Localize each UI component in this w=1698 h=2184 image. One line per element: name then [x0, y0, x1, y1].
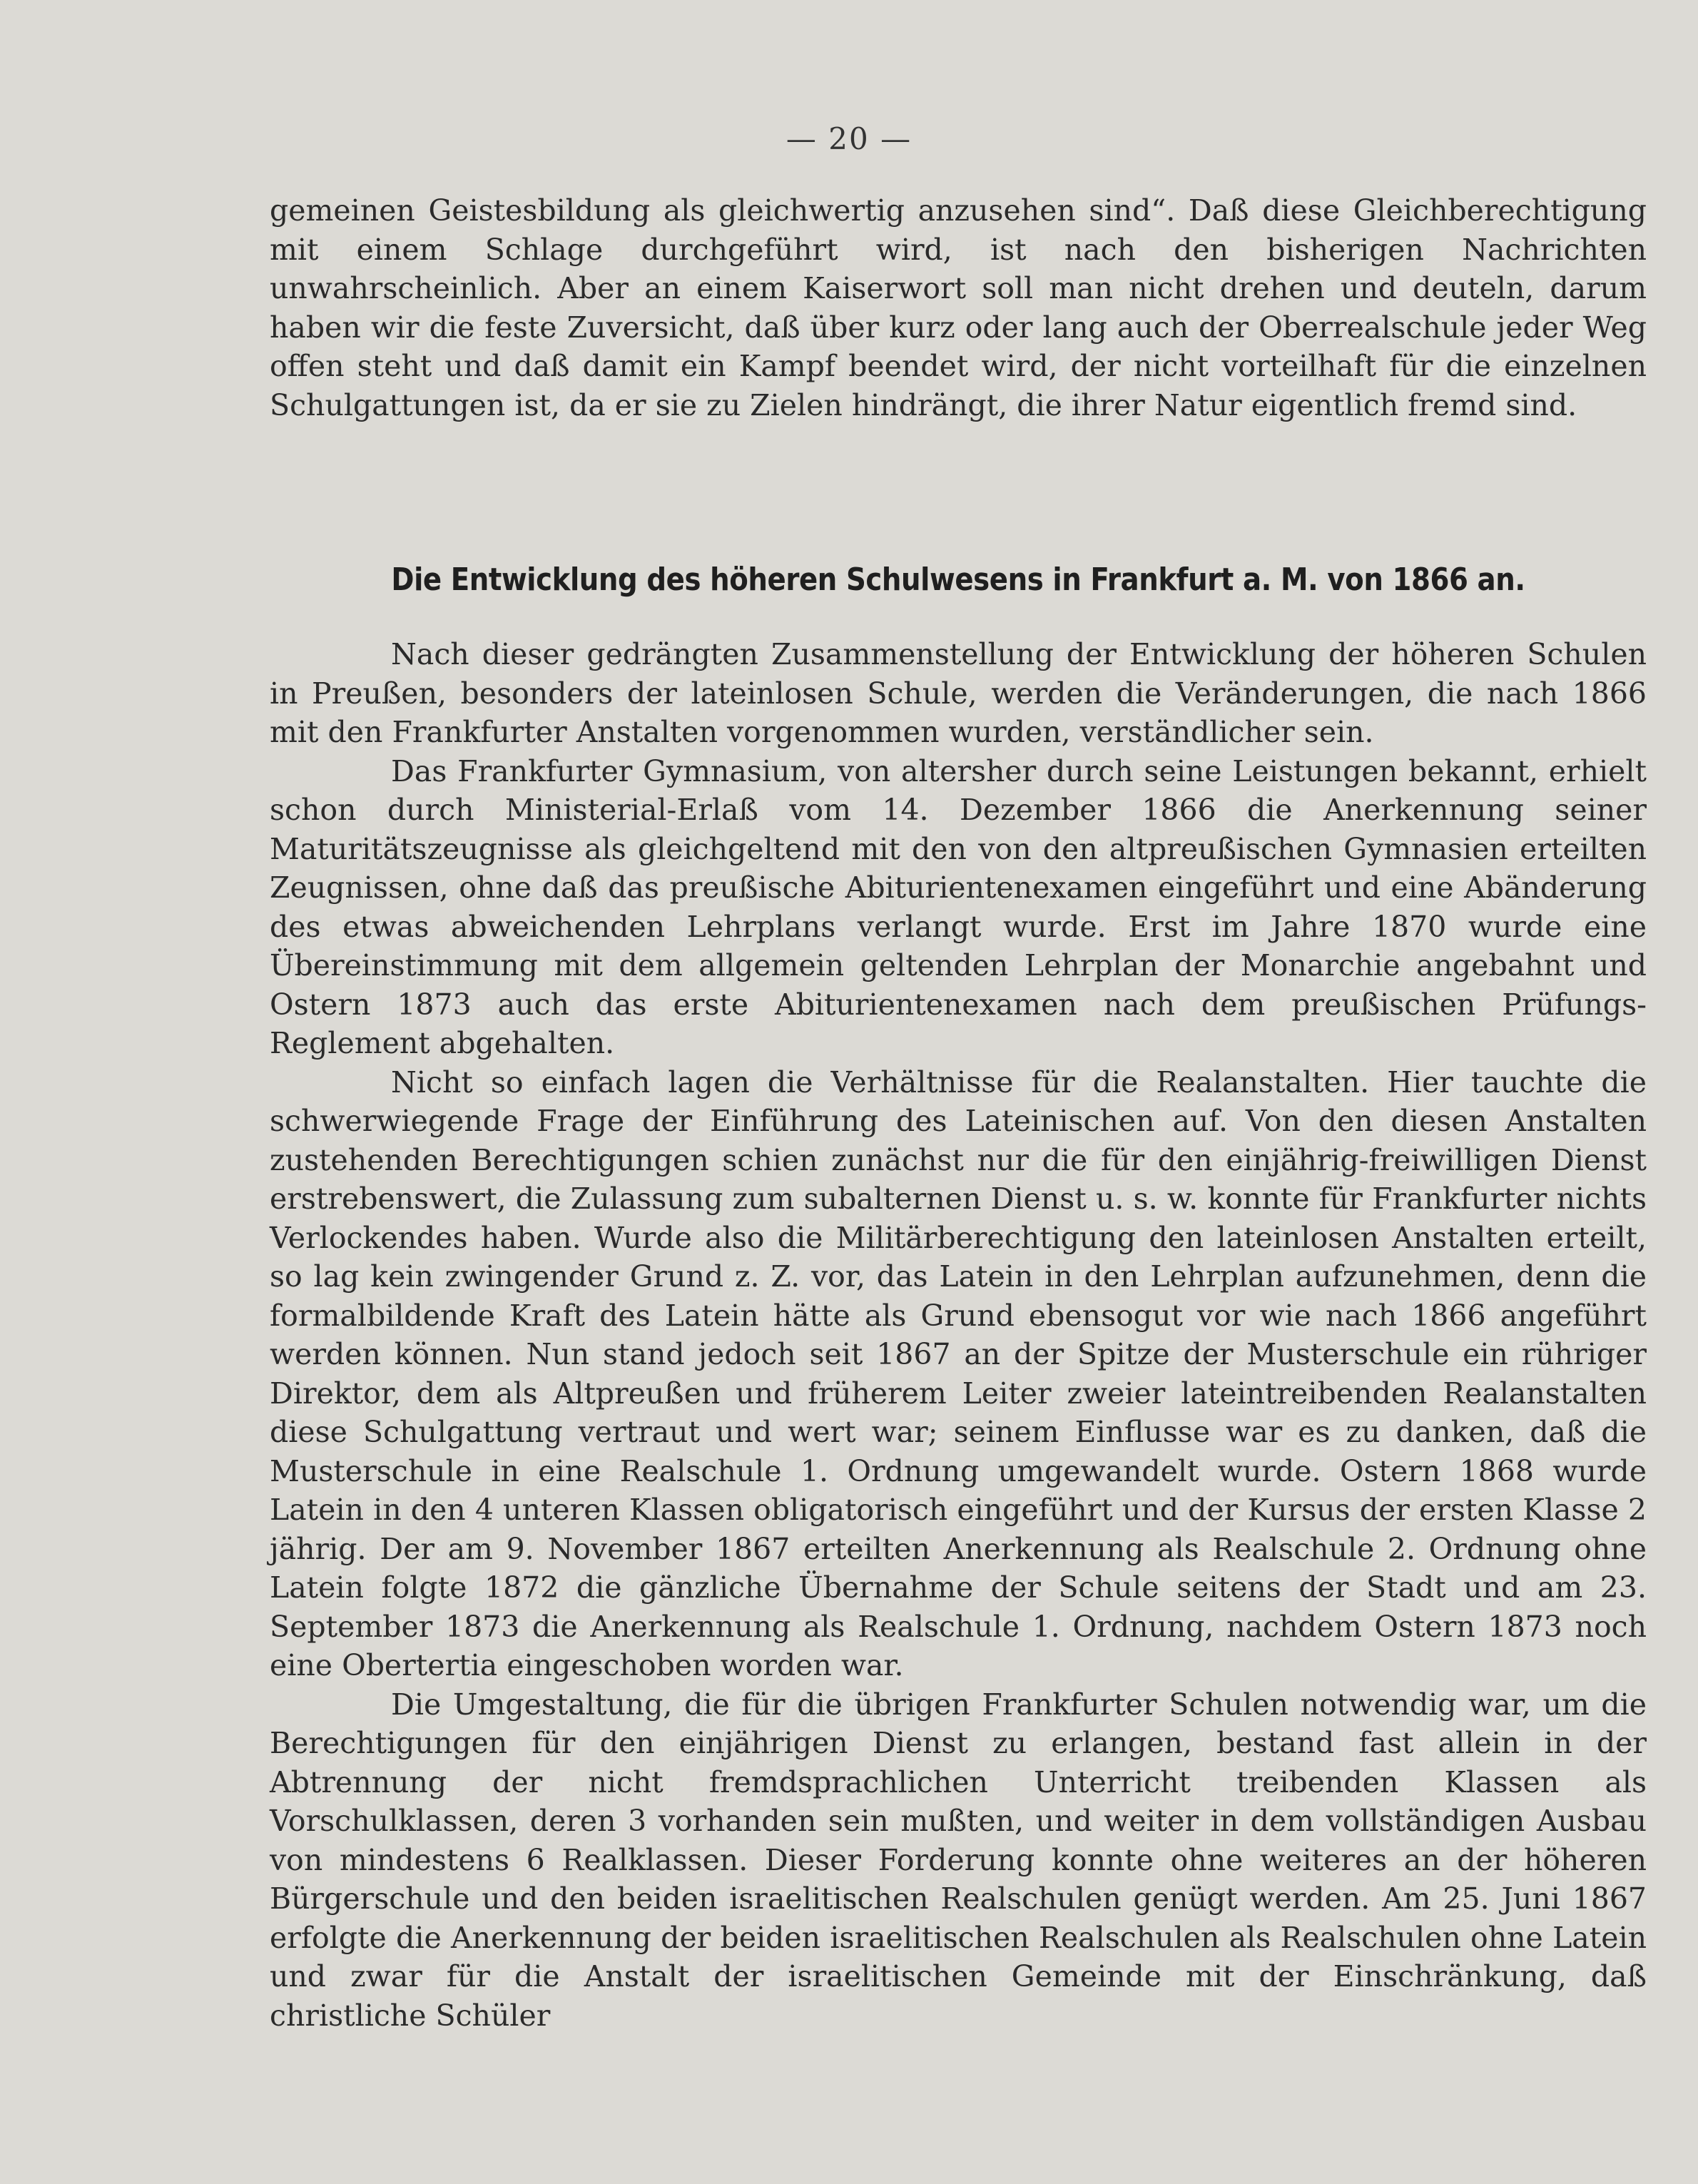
paragraph-2: Das Frankfurter Gymnasium, von altersher durch seine Leistungen bekannt, erhielt schon durch Ministerial-Erlaß vom 14. Dezember 1866 die Anerkennung seiner Maturitätszeugnisse als gleichgeltend mit den von den altpreußischen Gymnasien erteilten Zeugnissen, ohne daß das preußische Abiturientenexamen eingeführt und eine Abänderung des etwas abweichenden Lehrplans verlangt wurde. Erst im Jahre 1870 wurde eine Übereinstimmung mit dem allgemein geltenden Lehrplan der Monarchie angebahnt und Ostern 1873 auch das erste Abiturientenexamen nach dem preußischen Prüfungs-Reglement abgehalten.	[270, 753, 1647, 1060]
intro-text-block	[270, 191, 1647, 425]
section-body	[270, 635, 1647, 2035]
page-number: — 20 —	[786, 121, 912, 156]
section-heading: Die Entwicklung des höheren Schulwesens in Frankfurt a. M. von 1866 an.	[391, 562, 1525, 598]
paragraph-1: Nach dieser gedrängten Zusammenstellung der Entwicklung der höheren Schulen in Preußen, besonders der lateinlosen Schule, werden die Veränderungen, die nach 1866 mit den Frankfurter Anstalten vorgenommen wurden, verständlicher sein.	[270, 637, 1647, 749]
paragraph-4: Die Umgestaltung, die für die übrigen Frankfurter Schulen notwendig war, um die Berechtigungen für den einjährigen Dienst zu erlangen, bestand fast allein in der Abtrennung der nicht fremdsprachlichen Unterricht treibenden Klassen als Vorschulklassen, deren 3 vorhanden sein mußten, und weiter in dem vollständigen Ausbau von mindestens 6 Realklassen. Dieser Forderung konnte ohne weiteres an der höheren Bürgerschule und den beiden israelitischen Realschulen genügt werden. Am 25. Juni 1867 erfolgte die Anerkennung der beiden israelitischen Realschulen als Realschulen ohne Latein und zwar für die Anstalt der israelitischen Gemeinde mit der Einschränkung, daß christliche Schüler	[270, 1687, 1647, 2033]
paragraph-3: Nicht so einfach lagen die Verhältnisse für die Realanstalten. Hier tauchte die schwerwiegende Frage der Einführung des Lateinischen auf. Von den diesen Anstalten zustehenden Berechtigungen schien zunächst nur die für den einjährig-freiwilligen Dienst erstrebenswert, die Zulassung zum subalternen Dienst u. s. w. konnte für Frankfurter nichts Verlockendes haben. Wurde also die Militärberechtigung den lateinlosen Anstalten erteilt, so lag kein zwingender Grund z. Z. vor, das Latein in den Lehrplan aufzunehmen, denn die formalbildende Kraft des Latein hätte als Grund ebensogut vor wie nach 1866 angeführt werden können. Nun stand jedoch seit 1867 an der Spitze der Musterschule ein rühriger Direktor, dem als Altpreußen und früherem Leiter zweier lateintreibenden Realanstalten diese Schulgattung vertraut und wert war; seinem Einflusse war es zu danken, daß die Musterschule in eine Realschule 1. Ordnung umgewandelt wurde. Ostern 1868 wurde Latein in den 4 unteren Klassen obligatorisch eingeführt und der Kursus der ersten Klasse 2 jährig. Der am 9. November 1867 erteilten Anerkennung als Realschule 2. Ordnung ohne Latein folgte 1872 die gänzliche Übernahme der Schule seitens der Stadt und am 23. September 1873 die Anerkennung als Realschule 1. Ordnung, nachdem Ostern 1873 noch eine Obertertia eingeschoben worden war.	[270, 1065, 1647, 1682]
intro-paragraph: gemeinen Geistesbildung als gleichwertig anzusehen sind“. Daß diese Gleichberechtigung mit einem Schlage durchgeführt wird, ist nach den bisherigen Nachrichten unwahrscheinlich. Aber an einem Kaiserwort soll man nicht drehen und deuteln, darum haben wir die feste Zuversicht, daß über kurz oder lang auch der Oberrealschule jeder Weg offen steht und daß damit ein Kampf beendet wird, der nicht vorteilhaft für die einzelnen Schulgattungen ist, da er sie zu Zielen hindrängt, die ihrer Natur eigentlich fremd sind.	[270, 193, 1647, 422]
